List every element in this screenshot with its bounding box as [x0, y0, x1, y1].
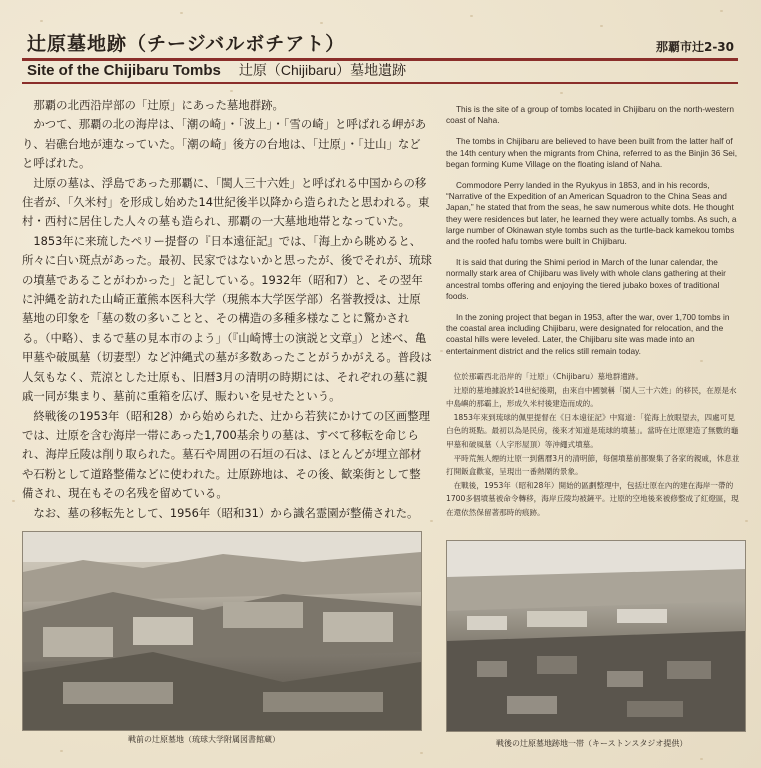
japanese-body-text — [22, 96, 432, 523]
en-paragraph: Commodore Perry landed in the Ryukyus in 1853, and in his records, “Narrative of the Expedition of an American Squadron to the China Seas and Japan,” he stated that from the seas, he saw numerous white dots. He thought they were residences but later, he learned they were actually tombs. As such, a large number of Okinawan style tombs such as the turtle-back kamekou tombs and the roofed hafu tombs were built in Chijibaru. — [446, 180, 737, 247]
left-photo-caption: 戦前の辻原墓地（琉球大学附属図書館蔵） — [128, 735, 280, 744]
en-paragraph: It is said that during the Shimi period in March of the lunar calendar, the normally stark area of Chijibaru was lively with whole clans gathering at their ancestral tombs offering and enjoying the tiered jubako boxes of traditional foods. — [446, 257, 726, 301]
english-title — [27, 60, 406, 80]
zh-paragraph: 平時荒無人煙的辻原一到舊曆3月的清明節，每個墳墓前都聚集了各家的親戚，休息並打開飯盒歡宴，呈現出一番熱鬧的景象。 — [446, 453, 740, 477]
prewar-tombs-photo — [22, 531, 422, 731]
zh-paragraph: 位於那霸西北沿岸的「辻原」（Chijibaru）墓地群遺跡。 — [453, 372, 644, 381]
en-paragraph: This is the site of a group of tombs located in Chijibaru on the north-western coast of Naha. — [446, 104, 735, 126]
address-label: 那覇市辻2-30 — [655, 40, 734, 54]
zh-paragraph: 辻原的墓地據說於14世紀後期，由來自中國號稱「閩人三十六姓」的移民，在原是水中島嶼的那霸上，形成久米村後建造而成的。 — [446, 385, 737, 409]
right-photo-caption: 戦後の辻原墓地跡地一帯（キーストンスタジオ提供） — [496, 739, 688, 748]
jp-paragraph: かつて、那覇の北の海岸は、「潮の崎」・「波上」・「雪の崎」と呼ばれる岬があり、岩礁台地が連なっていた。「潮の崎」後方の台地は、「辻原」・「辻山」などと呼ばれた。 — [22, 117, 427, 171]
postwar-site-photo — [446, 540, 746, 732]
en-paragraph: In the zoning project that began in 1953, after the war, over 1,700 tombs in the coastal area including Chijibaru, were designated for relocation, and the coastal hills were leveled. Later, the Chijibaru site was made into an entertainment district and the relics still remain today. — [446, 312, 730, 356]
english-title-text: Site of the Chijibaru Tombs — [27, 62, 221, 79]
jp-paragraph: 辻原の墓は、浮島であった那覇に、「閩人三十六姓」と呼ばれる中国からの移住者が、「久米村」を形成し始めた14世紀後半以降から造られたと思われる。東村・西村に居住した人々の墓も造られ、那覇の一大墓地地帯となっていた。 — [22, 175, 430, 229]
zh-paragraph: 在戰後，1953年（昭和28年）開始的區劃整理中，包括辻原在內的建在海岸一帶的1700多個墳墓被命令轉移，海岸丘陵均被鏟平。辻原的空地後來被修整成了紅燈區，現在還依然保留著那時的痕跡。 — [446, 480, 739, 517]
english-body-text — [446, 104, 742, 367]
jp-paragraph: 1853年に来琉したペリー提督の『日本遠征記』では、「海上から眺めると、所々に白い斑点があった。最初、民家ではないかと思ったが、後でそれが、琉球の墳墓であることがわかった」と記している。1932年（昭和7）と、その翌年に沖縄を訪れた山崎正董熊本医科大学（現熊本大学医学部）名誉教授は、辻原墓地の印象を「墓の数の多いことと、その構造の多種多様なことに驚かされる。（中略）、まるで墓の見本市のよう」（『山崎博士の演説と文章』）と述べ、亀甲墓や破風墓（切妻型）など沖縄式の墓が多数あったことがうかがえる。普段は人気もなく、荒涼とした辻原も、旧暦3月の清明の時期には、それぞれの墓に親戚一同が集まり、墓前に重箱を広げ、賑わいを見せたという。 — [22, 233, 432, 404]
jp-paragraph: 終戦後の1953年（昭和28）から始められた、辻から若狭にかけての区画整理では、辻原を含む海岸一帯にあった1,700基余りの墓は、すべて移転を命じられ、海岸丘陵は削り取られた。墓石や周囲の石垣の石は、ほとんどが埋立部材や石粉として道路整備などに使われた。辻原跡地は、その後、歓楽街として整備され、現在もその名残を留めている。 — [22, 408, 430, 501]
page-title: 辻原墓地跡（チージバルボチアト） — [27, 33, 346, 55]
subtitle-rule — [22, 82, 738, 84]
zh-paragraph: 1853年來到琉球的佩里提督在《日本遠征記》中寫道：「從海上放眼望去，四處可見白色的斑點。最初以為是民房，後來才知道是琉球的墳墓」。當時在辻原建造了無數的龜甲墓和破風墓（人字形屋頂）等沖繩式墳墓。 — [446, 412, 739, 449]
jp-paragraph: 那覇の北西沿岸部の「辻原」にあった墓地群跡。 — [33, 98, 284, 112]
jp-paragraph: なお、墓の移転先として、1956年（昭和31）から識名霊園が整備された。 — [33, 505, 419, 520]
chinese-body-text — [446, 370, 742, 520]
en-paragraph: The tombs in Chijibaru are believed to have been built from the latter half of the 14th century when the migrants from China, referred to as the Binjin 36 Sei, began forming Kume Village on the floating island of Naha. — [446, 136, 738, 169]
english-subtitle: 辻原（Chijibaru）墓地遺跡 — [238, 62, 407, 78]
